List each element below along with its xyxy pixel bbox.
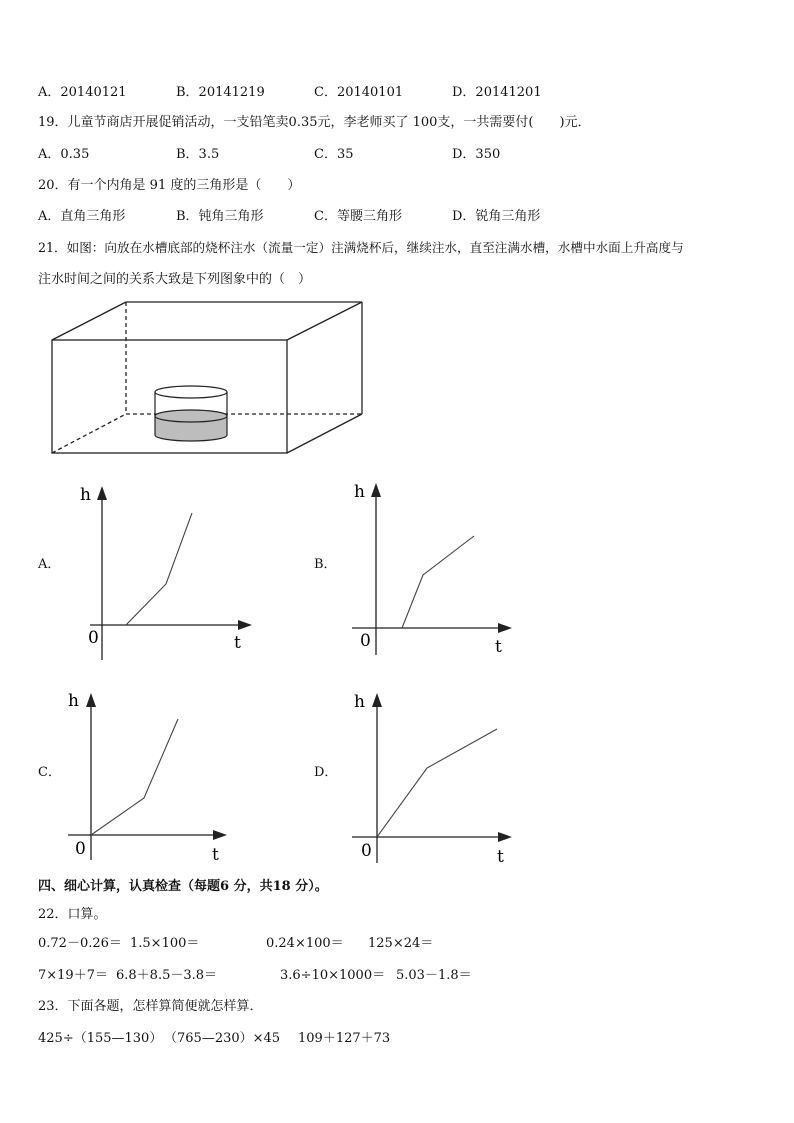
q21-stem-line1: 21．如图：向放在水槽底部的烧杯注水（流量一定）注满烧杯后，继续注水，直至注满水槽，水槽中水面上升高度与	[38, 240, 684, 255]
q19-option-c[interactable]: C．35	[314, 147, 354, 162]
q22-item: 5.03－1.8＝	[396, 968, 472, 983]
graph-c-origin: 0	[75, 839, 86, 859]
q22-item: 1.5×100＝	[130, 936, 200, 951]
q22-item: 0.24×100＝	[266, 936, 344, 951]
graph-b-origin: 0	[360, 631, 371, 651]
q20-option-c[interactable]: C．等腰三角形	[314, 209, 402, 224]
q23-item: 425÷（155—130）	[38, 1031, 163, 1046]
q19-option-d[interactable]: D．350	[452, 147, 501, 162]
q22-item: 7×19＋7＝	[38, 968, 108, 983]
q22-item: 6.8＋8.5－3.8＝	[116, 968, 218, 983]
q20-option-a[interactable]: A．直角三角形	[38, 209, 126, 224]
graph-a-origin: 0	[88, 628, 99, 648]
q19-stem: 19．儿童节商店开展促销活动，一支铅笔卖0.35元，李老师买了 100支，一共需要付( )元．	[38, 115, 591, 130]
q19-option-b[interactable]: B．3.5	[176, 147, 220, 162]
q22-item: 125×24＝	[368, 936, 434, 951]
q18-option-b[interactable]: B．20141219	[176, 85, 265, 100]
graph-d-origin: 0	[361, 841, 372, 861]
q19-option-a[interactable]: A．0.35	[38, 147, 90, 162]
q22-stem: 22．口算。	[38, 907, 107, 922]
q23-item: 109＋127＋73	[298, 1031, 391, 1046]
graph-d-label[interactable]: D．	[314, 765, 338, 780]
q18-option-d[interactable]: D．20141201	[452, 85, 542, 100]
q18-option-c[interactable]: C．20140101	[314, 85, 404, 100]
graph-b-y-axis-label: h	[354, 482, 365, 502]
graph-b-x-axis-label: t	[495, 637, 502, 657]
graph-d-y-axis-label: h	[354, 692, 365, 712]
graph-d-curve	[377, 729, 497, 837]
q20-option-d[interactable]: D．锐角三角形	[452, 209, 541, 224]
graph-d-x-axis-label: t	[497, 847, 504, 867]
graph-a-y-axis-label: h	[80, 485, 91, 505]
q23-item: （765—230）×45	[164, 1031, 281, 1046]
graph-c-x-axis-label: t	[212, 845, 219, 865]
graph-c-y-axis-label: h	[68, 691, 79, 711]
graph-a-x-axis-label: t	[234, 633, 241, 653]
graph-a-label[interactable]: A．	[38, 557, 61, 572]
graph-c-label[interactable]: C．	[38, 765, 61, 780]
q20-stem: 20．有一个内角是 91 度的三角形是（ ）	[38, 178, 301, 193]
graph-b-label[interactable]: B．	[314, 557, 337, 572]
q22-item: 3.6÷10×1000＝	[280, 968, 386, 983]
section4-title: 四、细心计算，认真检查（每题6 分，共18 分）。	[38, 879, 328, 894]
q21-stem-line2: 注水时间之间的关系大致是下列图象中的（ ）	[38, 272, 312, 287]
q23-stem: 23．下面各题，怎样算简便就怎样算．	[38, 999, 263, 1014]
q20-option-b[interactable]: B．钝角三角形	[176, 209, 264, 224]
q18-option-a[interactable]: A．20140121	[38, 85, 127, 100]
q22-item: 0.72－0.26＝	[38, 936, 122, 951]
